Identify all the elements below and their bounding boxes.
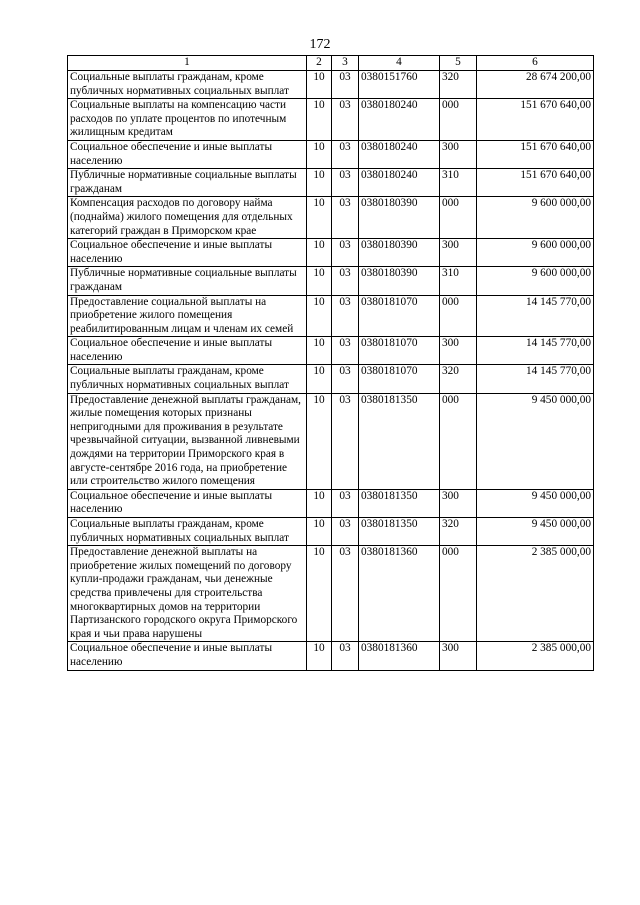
row-section: 10 — [307, 365, 332, 393]
row-section: 10 — [307, 393, 332, 489]
row-subsection: 03 — [332, 518, 359, 546]
row-target-code: 0380180240 — [359, 140, 440, 168]
row-section: 10 — [307, 140, 332, 168]
row-subsection: 03 — [332, 337, 359, 365]
row-target-code: 0380181360 — [359, 642, 440, 670]
row-name: Публичные нормативные социальные выплаты гражданам — [68, 267, 307, 295]
table-row — [68, 546, 594, 642]
row-target-code: 0380180390 — [359, 239, 440, 267]
row-name: Социальные выплаты на компенсацию части расходов по уплате процентов по ипотечным жилищным кредитам — [68, 99, 307, 141]
row-name: Социальное обеспечение и иные выплаты населению — [68, 642, 307, 670]
row-section: 10 — [307, 197, 332, 239]
row-section: 10 — [307, 642, 332, 670]
row-target-code: 0380181070 — [359, 365, 440, 393]
row-subsection: 03 — [332, 197, 359, 239]
row-target-code: 0380180390 — [359, 267, 440, 295]
table-row — [68, 169, 594, 197]
row-target-code: 0380181350 — [359, 518, 440, 546]
row-target-code: 0380181350 — [359, 489, 440, 517]
row-subsection: 03 — [332, 489, 359, 517]
row-subsection: 03 — [332, 239, 359, 267]
row-subsection: 03 — [332, 71, 359, 99]
table-row — [68, 489, 594, 517]
row-amount: 2 385 000,00 — [477, 546, 594, 642]
row-expense-type: 320 — [440, 365, 477, 393]
row-target-code: 0380181350 — [359, 393, 440, 489]
row-name: Компенсация расходов по договору найма (поднайма) жилого помещения для отдельных категорий граждан в Приморском крае — [68, 197, 307, 239]
row-name: Социальное обеспечение и иные выплаты населению — [68, 337, 307, 365]
header-cell: 3 — [332, 56, 359, 71]
header-cell: 4 — [359, 56, 440, 71]
budget-table — [67, 55, 594, 671]
row-subsection: 03 — [332, 642, 359, 670]
row-section: 10 — [307, 518, 332, 546]
row-name: Публичные нормативные социальные выплаты гражданам — [68, 169, 307, 197]
table-row — [68, 365, 594, 393]
row-section: 10 — [307, 489, 332, 517]
row-name: Предоставление денежной выплаты на приобретение жилых помещений по договору купли-продажи гражданам, чьи денежные средства привлечены для строительства многоквартирных домов на территории Партизанского городского округа Приморского края и чьи права нарушены — [68, 546, 307, 642]
row-name: Предоставление денежной выплаты гражданам, жилые помещения которых признаны непригодными для проживания в результате чрезвычайной ситуации, вызванной ливневыми дождями на территории Приморского края в августе-сентябре 2016 года, на приобретение или строительство жилого помещения — [68, 393, 307, 489]
row-expense-type: 300 — [440, 140, 477, 168]
table-row — [68, 197, 594, 239]
header-cell: 5 — [440, 56, 477, 71]
row-target-code: 0380180240 — [359, 169, 440, 197]
table-row — [68, 99, 594, 141]
row-amount: 151 670 640,00 — [477, 99, 594, 141]
table-row — [68, 642, 594, 670]
table-row — [68, 393, 594, 489]
row-expense-type: 310 — [440, 267, 477, 295]
row-subsection: 03 — [332, 169, 359, 197]
table-row — [68, 239, 594, 267]
header-cell: 2 — [307, 56, 332, 71]
table-row — [68, 140, 594, 168]
row-name: Социальное обеспечение и иные выплаты населению — [68, 489, 307, 517]
row-name: Социальное обеспечение и иные выплаты населению — [68, 239, 307, 267]
row-name: Предоставление социальной выплаты на приобретение жилого помещения реабилитированным лицам и членам их семей — [68, 295, 307, 337]
row-name: Социальные выплаты гражданам, кроме публичных нормативных социальных выплат — [68, 518, 307, 546]
row-target-code: 0380180240 — [359, 99, 440, 141]
row-subsection: 03 — [332, 267, 359, 295]
row-target-code: 0380181070 — [359, 295, 440, 337]
row-section: 10 — [307, 99, 332, 141]
row-amount: 2 385 000,00 — [477, 642, 594, 670]
row-amount: 28 674 200,00 — [477, 71, 594, 99]
table-row — [68, 71, 594, 99]
row-subsection: 03 — [332, 393, 359, 489]
row-expense-type: 300 — [440, 642, 477, 670]
table-body — [68, 71, 594, 671]
row-expense-type: 000 — [440, 546, 477, 642]
row-expense-type: 320 — [440, 518, 477, 546]
row-subsection: 03 — [332, 99, 359, 141]
row-expense-type: 000 — [440, 295, 477, 337]
row-section: 10 — [307, 169, 332, 197]
row-subsection: 03 — [332, 546, 359, 642]
row-amount: 9 600 000,00 — [477, 267, 594, 295]
row-target-code: 0380180390 — [359, 197, 440, 239]
row-expense-type: 300 — [440, 239, 477, 267]
row-target-code: 0380181360 — [359, 546, 440, 642]
row-name: Социальное обеспечение и иные выплаты населению — [68, 140, 307, 168]
table-row — [68, 518, 594, 546]
row-section: 10 — [307, 295, 332, 337]
row-target-code: 0380181070 — [359, 337, 440, 365]
header-row — [68, 56, 594, 71]
header-cell: 6 — [477, 56, 594, 71]
row-expense-type: 310 — [440, 169, 477, 197]
table-row — [68, 337, 594, 365]
row-name: Социальные выплаты гражданам, кроме публичных нормативных социальных выплат — [68, 365, 307, 393]
row-section: 10 — [307, 71, 332, 99]
table-row — [68, 295, 594, 337]
row-section: 10 — [307, 337, 332, 365]
row-expense-type: 300 — [440, 489, 477, 517]
row-section: 10 — [307, 239, 332, 267]
row-amount: 14 145 770,00 — [477, 295, 594, 337]
row-name: Социальные выплаты гражданам, кроме публичных нормативных социальных выплат — [68, 71, 307, 99]
row-expense-type: 000 — [440, 99, 477, 141]
row-amount: 14 145 770,00 — [477, 365, 594, 393]
row-expense-type: 000 — [440, 197, 477, 239]
row-expense-type: 320 — [440, 71, 477, 99]
row-section: 10 — [307, 546, 332, 642]
row-amount: 9 450 000,00 — [477, 518, 594, 546]
row-section: 10 — [307, 267, 332, 295]
row-subsection: 03 — [332, 140, 359, 168]
row-amount: 9 450 000,00 — [477, 393, 594, 489]
row-expense-type: 000 — [440, 393, 477, 489]
row-amount: 151 670 640,00 — [477, 169, 594, 197]
row-target-code: 0380151760 — [359, 71, 440, 99]
row-amount: 14 145 770,00 — [477, 337, 594, 365]
table-row — [68, 267, 594, 295]
row-amount: 151 670 640,00 — [477, 140, 594, 168]
row-subsection: 03 — [332, 295, 359, 337]
row-amount: 9 600 000,00 — [477, 197, 594, 239]
page-number: 172 — [309, 37, 331, 52]
row-expense-type: 300 — [440, 337, 477, 365]
row-amount: 9 450 000,00 — [477, 489, 594, 517]
row-subsection: 03 — [332, 365, 359, 393]
header-cell: 1 — [68, 56, 307, 71]
row-amount: 9 600 000,00 — [477, 239, 594, 267]
